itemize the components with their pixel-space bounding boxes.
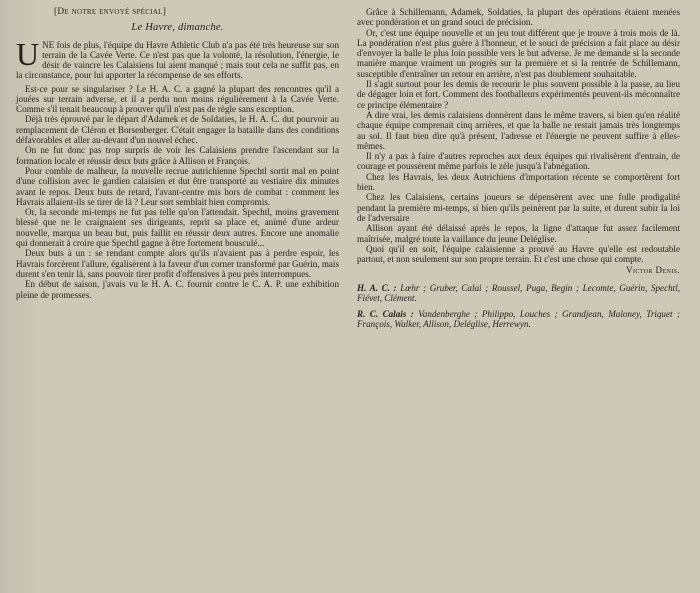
paragraph: Or, c'est une équipe nouvelle et un jeu tout différent que je trouve à trois mois de là. La pondération n'est plus guère à l'honneur, et le souci de précision a fait place au désir d'envoyer la balle le plus loin possible vers le but adverse. Je me demande si la seconde manière marque vraiment un progrès sur la première et si la rentrée de Schillemann, susceptible d'entraîner un retour en arrière, n'est pas doublement souhaitable. (357, 27, 680, 79)
article-dateline: Le Havre, dimanche. (131, 22, 224, 34)
drop-cap: U (16, 35, 40, 72)
article-columns (16, 7, 686, 587)
paragraph: Chez les Havrais, les deux Autrichiens d'importation récente se comportèrent fort bien. (357, 171, 680, 193)
paragraph: Il n'y a pas à faire d'autres reproches aux deux équipes qui rivalisèrent d'entrain, de courage et poussèrent même parfois le zèle jusqu'à l'abnégation. (357, 151, 680, 172)
lineup-team-name: R. C. Calais : (357, 308, 414, 319)
paragraph: A dire vrai, les demis calaisiens donnèrent dans le même travers, si bien qu'en réalité chaque équipe comprenait cinq arrières, et que la balle ne restait jamais très longtemps au sol. Il faut bien dire qu'à présent, l'adresse et l'énergie ne peuvent suffire à elles-mêmes. (357, 109, 680, 151)
lineups (357, 283, 680, 330)
paragraph: Chez les Calaisiens, certains joueurs se dépensèrent avec une folle prodigalité pendant la première mi-temps, si bien qu'ils peinèrent par la suite, et durent subir la loi de l'adversaire (357, 192, 680, 223)
paragraph: Allison ayant été délaissé après le repos, la ligne d'attaque fut assez facilement maîtrisée, malgré toute la vaillance du jeune Deléglise. (357, 223, 680, 244)
lineup-players: Vandenberghe ; Philippo, Louches ; Grandjean, Maloney, Triquet ; François, Walker, Allison, Deléglise, Herrewyn. (357, 308, 681, 329)
paragraph: Pour comble de malheur, la nouvelle recrue autrichienne Spechtl sortit mal en point d'une collision avec le gardien calaisien et dut être transporté au vestiaire dix minutes avant le repos. Deux buts de retard, l'avant-centre mis hors de combat : comment les Havrais allaient-ils se tirer de là ? Leur sort semblait bien compromis. (16, 165, 339, 207)
paragraph: Est-ce pour se singulariser ? Le H. A. C. a gagné la plupart des rencontres qu'il a jouées sur terrain adverse, et il a perdu non moins régulièrement à la Cavée Verte. Comme s'il tenait beaucoup à prouver qu'il n'est pas de règle sans exception. (16, 83, 339, 115)
lineup-players: Lœhr ; Gruber, Calai ; Roussel, Puga, Begin ; Lecomte, Guérin, Spechtl, Fiévet, Clément. (357, 282, 680, 304)
left-column (16, 7, 339, 587)
paragraph: On ne fut donc pas trop surpris de voir les Calaisiens prendre l'ascendant sur la formation locale et réussir deux buts grâce à Allison et François. (16, 145, 339, 166)
paragraph-lead-text: NE fois de plus, l'équipe du Havre Athletic Club n'a pas été très heureuse sur son terrain de la Cavée Verte. Ce n'est pas que la volonté, la résolution, l'énergie, le désir de vaincre les Calaisiens lui aient manqué ; mais tout cela ne suffit pas, en la circonstance, pour lui apporter la récompense de ses efforts. (16, 39, 339, 81)
paragraph: Déjà très éprouvé par le départ d'Adamek et de Soldaties, le H. A. C. dut pourvoir au remplacement de Cléron et Borsenberger. C'était engager la bataille dans des conditions défavorables et aller au-devant d'un nouvel échec. (16, 114, 339, 146)
paragraph: Quoi qu'il en soit, l'équipe calaisienne a prouvé au Havre qu'elle est redoutable partout, et non seulement sur son propre terrain. Et c'est une chose qui compte. (357, 243, 680, 265)
lineup-team-name: H. A. C. : (357, 282, 397, 293)
paragraph: Grâce à Schillemann, Adamek, Soldaties, la plupart des opérations étaient menées avec pondération et un grand souci de précision. (357, 7, 680, 28)
paragraph: Il s'agit surtout pour les demis de recourir le plus souvent possible à la passe, au lieu de dégager loin et fort. Comment des footballeurs expérimentés peuvent-ils méconnaître ce principe élémentaire ? (357, 79, 680, 110)
paragraph: Deux buts à un : se rendant compte alors qu'ils n'avaient pas à perdre espoir, les Havrais forcèrent l'allure, égalisèrent à la faveur d'un corner transformé par Guérin, mais durent s'en tenir là, sans pouvoir tirer profit d'offensives à peu près interrompues. (16, 248, 339, 279)
article-signature: Victor Denis. (626, 265, 680, 276)
lineup-item (357, 283, 680, 304)
article-kicker: [De notre envoyé spécial] (54, 7, 167, 17)
paragraph: En début de saison, j'avais vu le H. A. C. fournir contre le C. A. P. une exhibition pleine de promesses. (16, 279, 339, 300)
lineup-item (357, 309, 680, 330)
paragraph: Or, la seconde mi-temps ne fut pas telle qu'on l'attendait. Spechtl, moins gravement blessé que ne le craignaient ses dirigeants, reprit sa place et, animé d'une ardeur nouvelle, marqua un beau but, puis faillit en réussir deux autres. Encore une anomalie qui donnerait à croire que Spechtl gagne à être fortement bousculé... (16, 207, 339, 249)
right-column (357, 7, 680, 587)
paragraph-lead (16, 35, 339, 84)
